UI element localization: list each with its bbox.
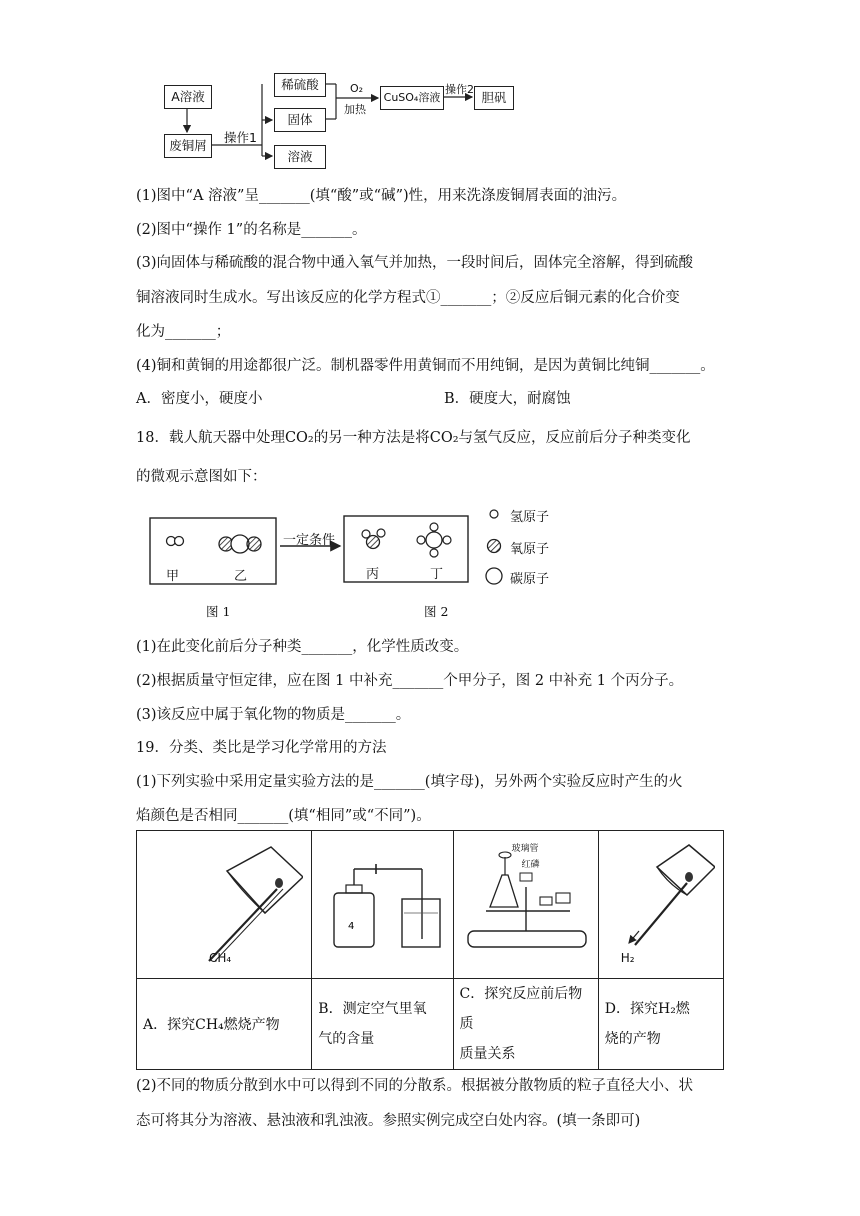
q18-part1: (1)在此变化前后分子种类_______，化学性质改变。 [136, 639, 469, 655]
experiment-table [136, 830, 724, 1070]
experiment-a-image [137, 831, 312, 979]
q17-part3-line3: 化为_______； [136, 324, 231, 340]
q18-part3: (3)该反应中属于氧化物的物质是_______。 [136, 707, 411, 723]
q17-part1: (1)图中“A 溶液”呈_______(填“酸”或“碱”)性，用来洗涤废铜屑表面的油污。 [136, 188, 627, 204]
experiment-a-caption [137, 979, 312, 1070]
flow-op1-label: 操作1 [224, 130, 257, 145]
flow-box-cuso4: CuSO₄溶液 [380, 86, 444, 110]
experiment-a-text: A．探究CH₄燃烧产物 [143, 1017, 280, 1033]
experiment-image-row [137, 831, 724, 979]
flow-arrows [0, 0, 860, 180]
flow-heat-label: 加热 [344, 103, 366, 116]
q17-option-b: B．硬度大，耐腐蚀 [444, 391, 571, 407]
svg-text:4: 4 [348, 920, 355, 932]
experiment-b-image [312, 831, 453, 979]
flow-o2-label: O₂ [350, 82, 364, 95]
experiment-b-text-line2: 气的含量 [318, 1031, 375, 1047]
flow-op2-label: 操作2 [445, 83, 474, 96]
h2-label: H₂ [620, 951, 635, 965]
experiment-d-text-line1: D．探究H₂燃 [604, 1001, 690, 1017]
red-phosphorus-label: 红磷 [521, 860, 540, 870]
experiment-caption-row [137, 979, 724, 1070]
fig1-caption: 图 1 [206, 604, 231, 619]
q19-stem: 19．分类、类比是学习化学常用的方法 [136, 740, 387, 756]
experiment-c-image [453, 831, 598, 979]
arrow-condition-label: 一定条件 [283, 533, 336, 548]
q17-part4: (4)铜和黄铜的用途都很广泛。制机器零件用黄铜而不用纯铜，是因为黄铜比纯铜_______。 [136, 358, 715, 374]
experiment-c-text-line2: 质量关系 [459, 1046, 516, 1062]
experiment-d-image [598, 831, 723, 979]
q18-stem-line1: 18．载人航天器中处理CO₂的另一种方法是将CO₂与氢气反应，反应前后分子种类变化 [136, 430, 691, 446]
oxygen-measure-figure [318, 833, 444, 973]
flow-box-solution: 溶液 [274, 145, 326, 169]
label-ding: 丁 [430, 567, 444, 582]
q17-part3-line1: (3)向固体与稀硫酸的混合物中通入氧气并加热，一段时间后，固体完全溶解，得到硫酸 [136, 255, 694, 271]
legend-oxygen: 氧原子 [510, 542, 550, 557]
q19-part2-line1: (2)不同的物质分散到水中可以得到不同的分散系。根据被分散物质的粒子直径大小、状 [136, 1078, 694, 1094]
q17-option-a: A．密度小，硬度小 [136, 391, 263, 407]
legend-hydrogen: 氢原子 [510, 510, 550, 525]
q19-part1-line2: 焰颜色是否相同_______(填“相同”或“不同”)。 [136, 808, 431, 824]
label-yi: 乙 [234, 569, 248, 584]
ch4-label: CH₄ [209, 951, 232, 965]
fig2-caption: 图 2 [424, 604, 449, 619]
legend-carbon: 碳原子 [510, 572, 550, 587]
q17-part2: (2)图中“操作 1”的名称是_______。 [136, 222, 367, 238]
flow-box-solid: 固体 [274, 108, 326, 132]
experiment-b-caption [312, 979, 453, 1070]
glass-tube-label: 玻璃管 [511, 844, 539, 854]
flow-box-a-solution: A溶液 [164, 85, 212, 109]
experiment-c-caption [453, 979, 598, 1070]
q17-part3-line2: 铜溶液同时生成水。写出该反应的化学方程式①_______；②反应后铜元素的化合价变 [136, 290, 680, 306]
label-jia: 甲 [166, 569, 180, 584]
flow-box-waste-copper: 废铜屑 [164, 134, 212, 158]
q19-part2-line2: 态可将其分为溶液、悬浊液和乳浊液。参照实例完成空白处内容。(填一条即可) [136, 1113, 641, 1129]
flow-box-alum: 胆矾 [474, 86, 514, 110]
flow-box-dilute-acid: 稀硫酸 [274, 73, 326, 97]
label-bing: 丙 [366, 567, 380, 582]
experiment-c-text-line1: C．探究反应前后物质 [459, 986, 583, 1032]
q18-part2: (2)根据质量守恒定律，应在图 1 中补充_______个甲分子，图 2 中补充 1 个丙分子。 [136, 673, 684, 689]
experiment-d-caption [598, 979, 723, 1070]
experiment-d-text-line2: 烧的产物 [604, 1031, 661, 1047]
q19-part1-line1: (1)下列实验中采用定量实验方法的是_______(填字母)，另外两个实验反应时产生的火 [136, 774, 683, 790]
experiment-b-text-line1: B．测定空气里氧 [318, 1001, 427, 1017]
q18-stem-line2: 的微观示意图如下： [136, 469, 267, 485]
